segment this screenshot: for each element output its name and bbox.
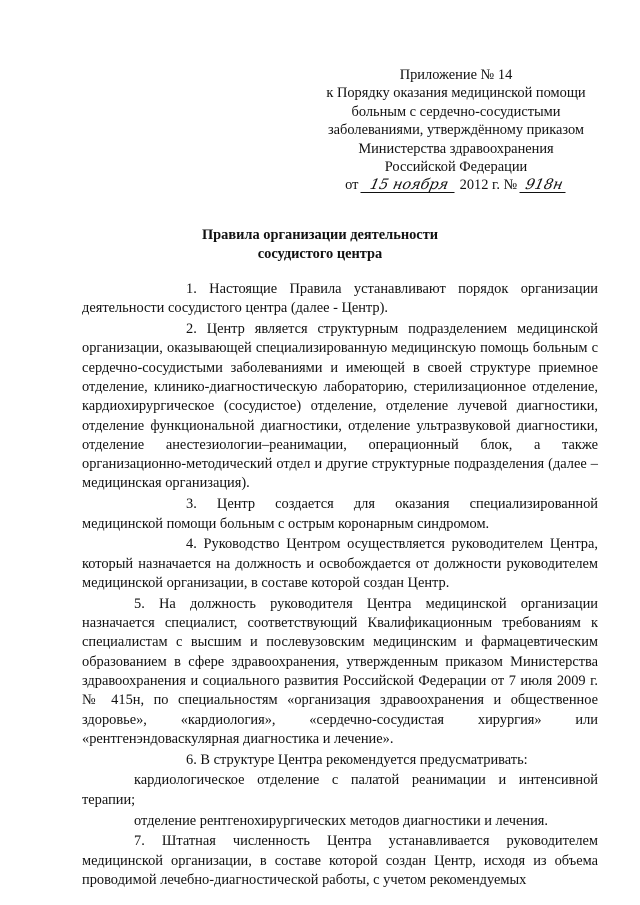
paragraph-number: 6. xyxy=(186,751,197,768)
paragraph-2 xyxy=(82,320,598,494)
appendix-label: Приложение № 14 xyxy=(399,67,513,83)
sub-item-1: кардиологическое отделение с палатой реанимации и интенсивной терапии; xyxy=(82,772,598,808)
paragraph-number: 2. xyxy=(186,321,197,338)
handwritten-date: 15 ноября xyxy=(360,178,457,193)
paragraph-number: 7. xyxy=(134,833,145,850)
title-line-1: Правила организации деятельности xyxy=(201,227,439,243)
paragraph-number: 3. xyxy=(186,496,197,513)
document-header xyxy=(296,66,616,195)
paragraph-1 xyxy=(82,280,598,319)
paragraph-text: На должность руководителя Центра медицинской организации назначается специалист, соответствующий Квалификационным требованиям к специалистам с высшим и послевузовским медицинским и фармацевтическим образованием в сфере здравоохранения, утвержденным приказом Министерства здравоохранения и социального развития Российской Федерации от 7 июля 2009 г. № 415н, по специальностям «организация здравоохранения и общественное здоровье», «кардиология», «сердечно-сосудистая хирургия» или «рентгенэндоваскулярная диагностика и лечение». xyxy=(82,595,598,747)
title-line-2: сосудистого центра xyxy=(257,246,383,262)
handwritten-order-number: 918н xyxy=(519,178,568,193)
order-date-line xyxy=(296,176,616,194)
header-line-2: больным с сердечно-сосудистыми xyxy=(351,103,561,120)
paragraph-5 xyxy=(82,595,598,749)
paragraph-text: Штатная численность Центра устанавливается руководителем медицинской организации, в составе которой создан Центр, исходя из объема проводимой лечебно-диагностической работы, с учетом рекомендуемых xyxy=(82,833,598,888)
paragraph-text: Настоящие Правила устанавливают порядок организации деятельности сосудистого центра (далее - Центр). xyxy=(82,281,598,317)
sub-item-2: отделение рентгенохирургических методов диагностики и лечения. xyxy=(134,812,549,829)
header-line-3: заболеваниями, утверждённому приказом xyxy=(327,122,585,139)
header-line-5: Российской Федерации xyxy=(384,159,528,176)
paragraph-number: 1. xyxy=(186,281,197,297)
header-line-1: к Порядку оказания медицинской помощи xyxy=(326,85,586,102)
paragraph-number: 4. xyxy=(186,536,197,553)
paragraph-4 xyxy=(82,535,598,593)
paragraph-number: 5. xyxy=(134,595,145,612)
document-body xyxy=(82,280,598,892)
order-year: 2012 г. № xyxy=(459,177,518,194)
paragraph-6 xyxy=(82,751,598,770)
paragraph-7 xyxy=(82,832,598,890)
paragraph-text: Руководство Центром осуществляется руководителем Центра, который назначается на должность и освобождается от должности руководителем медицинской организации, в составе которой создан Центр. xyxy=(82,536,598,591)
paragraph-3 xyxy=(82,495,598,534)
date-prefix: от xyxy=(345,177,359,194)
paragraph-text: Центр создается для оказания специализированной медицинской помощи больным с острым коронарным синдромом. xyxy=(82,496,598,532)
header-line-4: Министерства здравоохранения xyxy=(358,140,554,157)
paragraph-text: В структуре Центра рекомендуется предусматривать: xyxy=(200,751,528,768)
paragraph-text: Центр является структурным подразделением медицинской организации, оказывающей специализированную медицинскую помощь больным с сердечно-сосудистыми заболеваниями и имеющей в своей структуре приемное отделение, клинико-диагностическую лабораторию, стерилизационное отделение, кардиохирургическое (сосудистое) отделение, отделение лучевой диагностики, отделение функциональной диагностики, отделение ультразвуковой диагностики, отделение анестезиологии–реанимации, операционный блок, а также организационно-методический отдел и другие структурные подразделения (далее – медицинская организация). xyxy=(82,321,598,492)
document-title xyxy=(0,226,640,264)
